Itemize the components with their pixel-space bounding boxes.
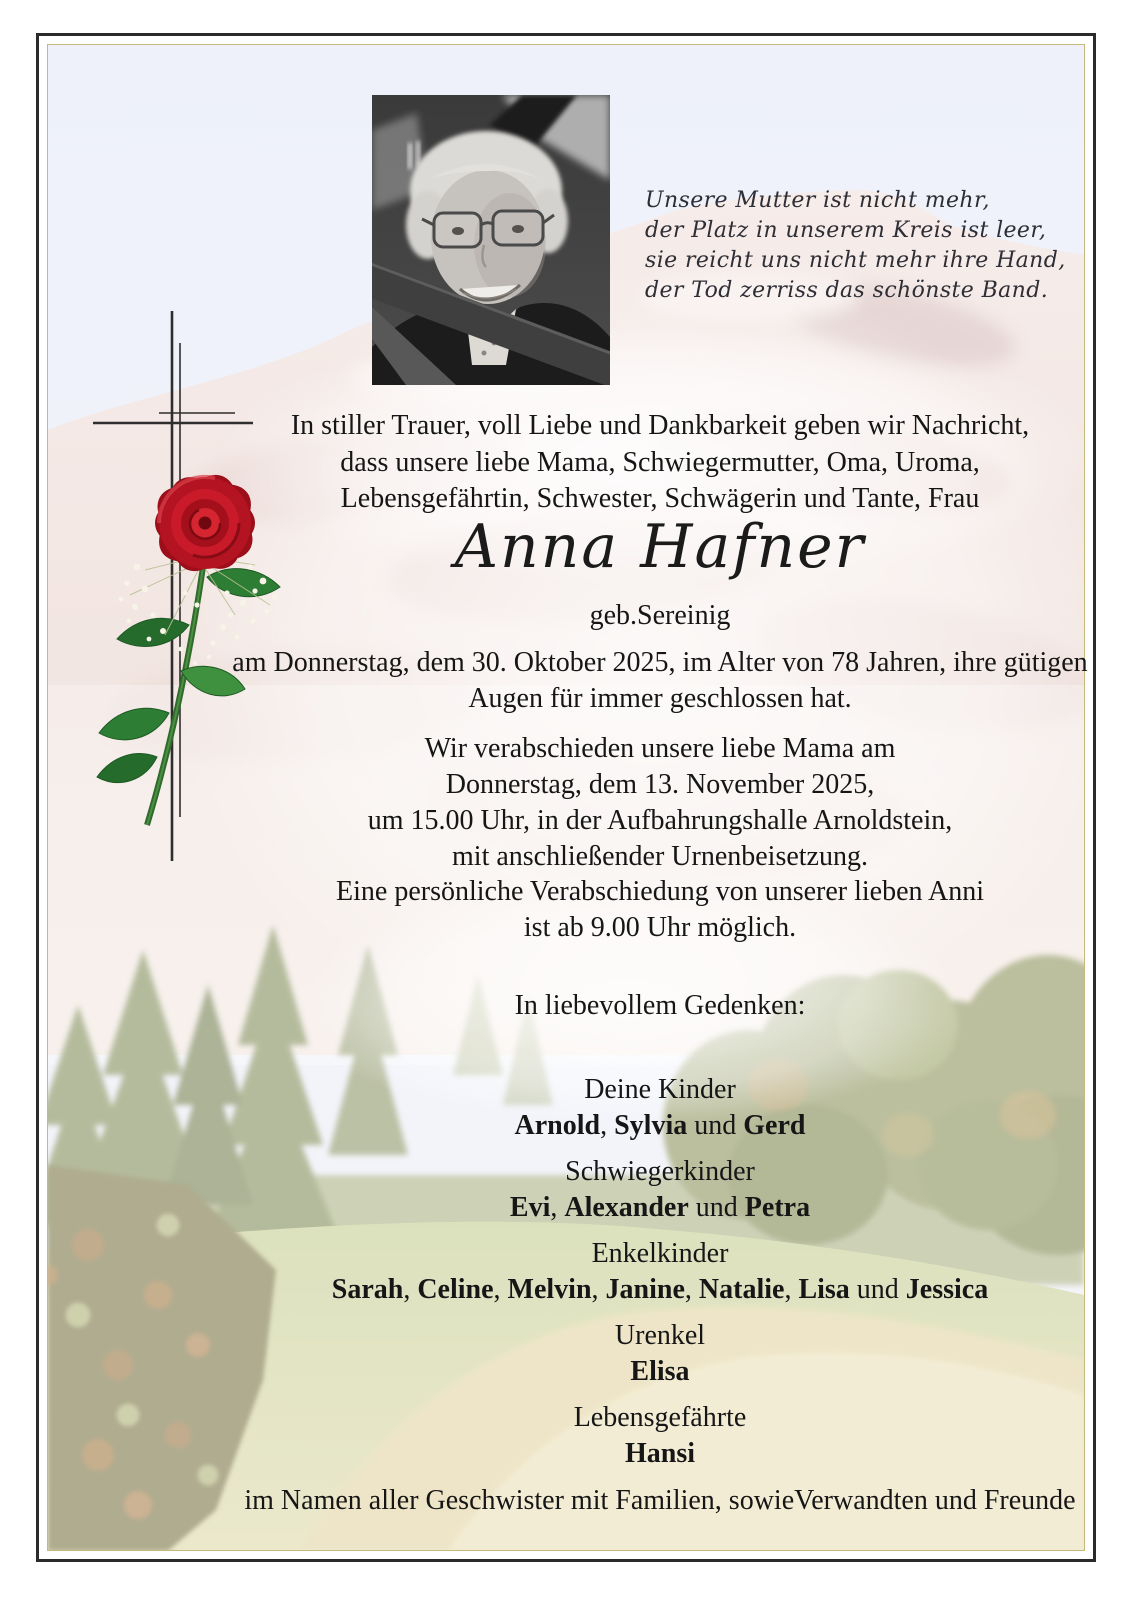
family-group <box>220 1154 1100 1226</box>
family-group-label: Lebensgefährte <box>573 1402 747 1433</box>
family-list <box>220 1072 1100 1482</box>
remembrance-heading: In liebevollem Gedenken: <box>514 990 806 1021</box>
family-group-names: Arnold, Sylvia und Gerd <box>514 1110 806 1141</box>
deceased-name: Anna Hafner <box>454 512 866 582</box>
family-group <box>220 1072 1100 1144</box>
text-line: Wir verabschieden unsere liebe Mama am <box>424 733 896 764</box>
text-line: am Donnerstag, dem 30. Oktober 2025, im Alter von 78 Jahren, ihre gütigen <box>232 647 1088 678</box>
text-line: ist ab 9.00 Uhr möglich. <box>523 912 797 943</box>
text-line: der Tod zerriss das schönste Band. <box>645 278 1049 303</box>
text-line: um 15.00 Uhr, in der Aufbahrungshalle Arnoldstein, <box>367 805 953 836</box>
death-date-text <box>220 645 1100 717</box>
family-group-label: Deine Kinder <box>584 1074 736 1105</box>
portrait-photo <box>372 95 610 385</box>
family-group-names: Elisa <box>630 1356 690 1387</box>
text-line: mit anschließender Urnenbeisetzung. <box>452 841 868 872</box>
text-line: In stiller Trauer, voll Liebe und Dankbarkeit geben wir Nachricht, <box>290 410 1030 441</box>
family-group-label: Urenkel <box>614 1320 706 1351</box>
family-group-label: Enkelkinder <box>591 1238 729 1269</box>
text-line: dass unsere liebe Mama, Schwiegermutter, Oma, Uroma, <box>340 446 980 478</box>
text-line: Donnerstag, dem 13. November 2025, <box>445 769 875 800</box>
family-group <box>220 1318 1100 1390</box>
text-line: Augen für immer geschlossen hat. <box>468 683 852 714</box>
announcement-intro <box>220 408 1100 518</box>
memorial-poem <box>645 186 1066 306</box>
maiden-name: geb.Sereinig <box>589 600 731 631</box>
family-group-label: Schwiegerkinder <box>565 1156 755 1187</box>
text-line: Eine persönliche Verabschiedung von unserer lieben Anni <box>336 876 984 907</box>
family-group <box>220 1400 1100 1472</box>
text-line: der Platz in unserem Kreis ist leer, <box>645 218 1047 243</box>
viewing-details <box>220 874 1100 946</box>
text-line: Lebensgefährtin, Schwester, Schwägerin und Tante, Frau <box>340 483 980 514</box>
family-group-names: Hansi <box>624 1438 696 1469</box>
family-group-names: Sarah, Celine, Melvin, Janine, Natalie, Lisa und Jessica <box>331 1274 989 1305</box>
funeral-details <box>220 731 1100 875</box>
text-line: Unsere Mutter ist nicht mehr, <box>645 188 990 213</box>
family-group-names: Evi, Alexander und Petra <box>509 1192 811 1223</box>
text-line: sie reicht uns nicht mehr ihre Hand, <box>645 248 1066 273</box>
closing-line: im Namen aller Geschwister mit Familien, sowieVerwandten und Freunde <box>244 1485 1076 1516</box>
family-group <box>220 1236 1100 1308</box>
